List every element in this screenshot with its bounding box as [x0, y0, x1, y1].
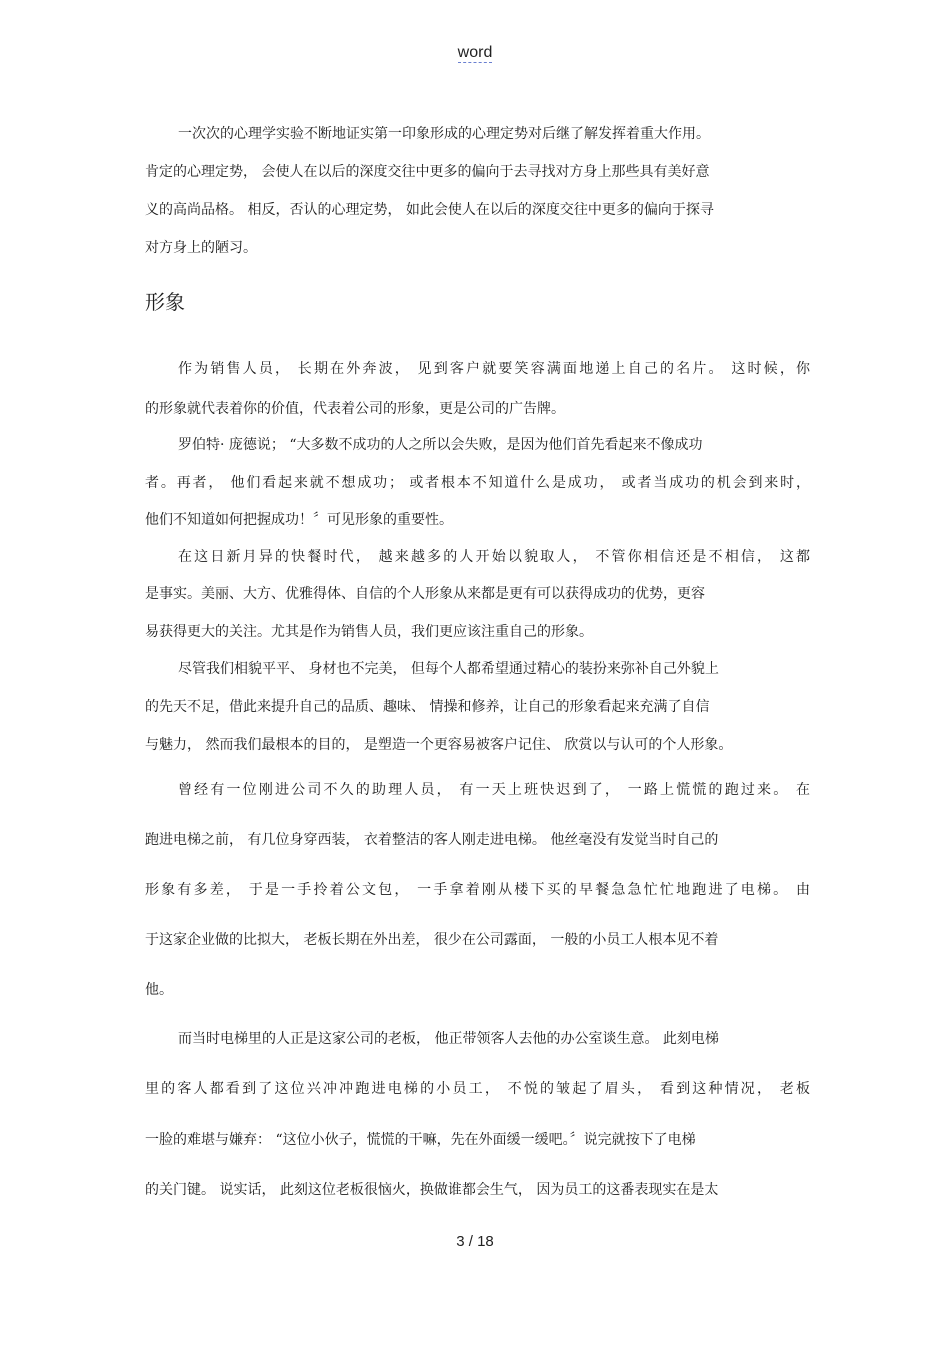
paragraph-line: 与魅力， 然而我们最根本的目的， 是塑造一个更容易被客户记住、 欣赏以与认可的个人形象。 [145, 737, 733, 753]
paragraph-line: 而当时电梯里的人正是这家公司的老板， 他正带领客人去他的办公室谈生意。 此刻电梯 [178, 1031, 719, 1047]
paragraph-line: 一脸的难堪与嫌弃： “这位小伙子，慌慌的干嘛，先在外面缓一缓吧。〞说完就按下了电梯 [145, 1132, 696, 1148]
paragraph-line: 他。 [145, 982, 173, 998]
paragraph-line: 曾经有一位刚进公司不久的助理人员， 有一天上班快迟到了， 一路上慌慌的跑过来。 在 [178, 782, 810, 798]
paragraph-line: 的形象就代表着你的价值，代表着公司的形象，更是公司的广告牌。 [145, 401, 565, 417]
paragraph-line: 里的客人都看到了这位兴冲冲跑进电梯的小员工， 不悦的皱起了眉头， 看到这种情况， 老板 [145, 1081, 810, 1097]
header-title: word [457, 44, 493, 61]
paragraph-line: 易获得更大的关注。尤其是作为销售人员，我们更应该注重自己的形象。 [145, 624, 593, 640]
paragraph-line: 在这日新月异的快餐时代， 越来越多的人开始以貌取人， 不管你相信还是不相信， 这都 [178, 549, 810, 565]
paragraph-line: 跑进电梯之前， 有几位身穿西装， 衣着整洁的客人刚走进电梯。 他丝毫没有发觉当时自己的 [145, 832, 719, 848]
paragraph-line: 于这家企业做的比拟大， 老板长期在外出差， 很少在公司露面， 一般的小员工人根本见不着 [145, 932, 719, 948]
page-number: 3 / 18 [456, 1233, 494, 1250]
paragraph-line: 对方身上的陋习。 [145, 240, 257, 256]
paragraph-line: 尽管我们相貌平平、 身材也不完美， 但每个人都希望通过精心的装扮来弥补自己外貌上 [178, 661, 719, 677]
document-header [0, 44, 950, 62]
section-heading: 形象 [145, 290, 185, 314]
paragraph-line: 作为销售人员， 长期在外奔波， 见到客户就要笑容满面地递上自己的名片。 这时候，你 [178, 361, 810, 377]
paragraph-line: 罗伯特· 庞德说； “大多数不成功的人之所以会失败，是因为他们首先看起来不像成功 [178, 437, 703, 453]
paragraph-line: 的关门键。 说实话， 此刻这位老板很恼火，换做谁都会生气， 因为员工的这番表现实在是太 [145, 1182, 719, 1198]
paragraph-line: 他们不知道如何把握成功！〞可见形象的重要性。 [145, 512, 453, 528]
paragraph-line: 形象有多差， 于是一手拎着公文包， 一手拿着刚从楼下买的早餐急急忙忙地跑进了电梯。 由 [145, 882, 810, 898]
paragraph-line: 义的高尚品格。 相反，否认的心理定势， 如此会使人在以后的深度交往中更多的偏向于探寻 [145, 202, 714, 218]
paragraph-line: 者。再者， 他们看起来就不想成功； 或者根本不知道什么是成功， 或者当成功的机会到来时， [145, 475, 810, 491]
paragraph-line: 肯定的心理定势， 会使人在以后的深度交往中更多的偏向于去寻找对方身上那些具有美好意 [145, 164, 710, 180]
paragraph-line: 的先天不足，借此来提升自己的品质、趣味、 情操和修养，让自己的形象看起来充满了自信 [145, 699, 710, 715]
paragraph-line: 是事实。美丽、大方、优雅得体、自信的个人形象从来都是更有可以获得成功的优势，更容 [145, 586, 705, 602]
paragraph-line: 一次次的心理学实验不断地证实第一印象形成的心理定势对后继了解发挥着重大作用。 [178, 126, 710, 142]
